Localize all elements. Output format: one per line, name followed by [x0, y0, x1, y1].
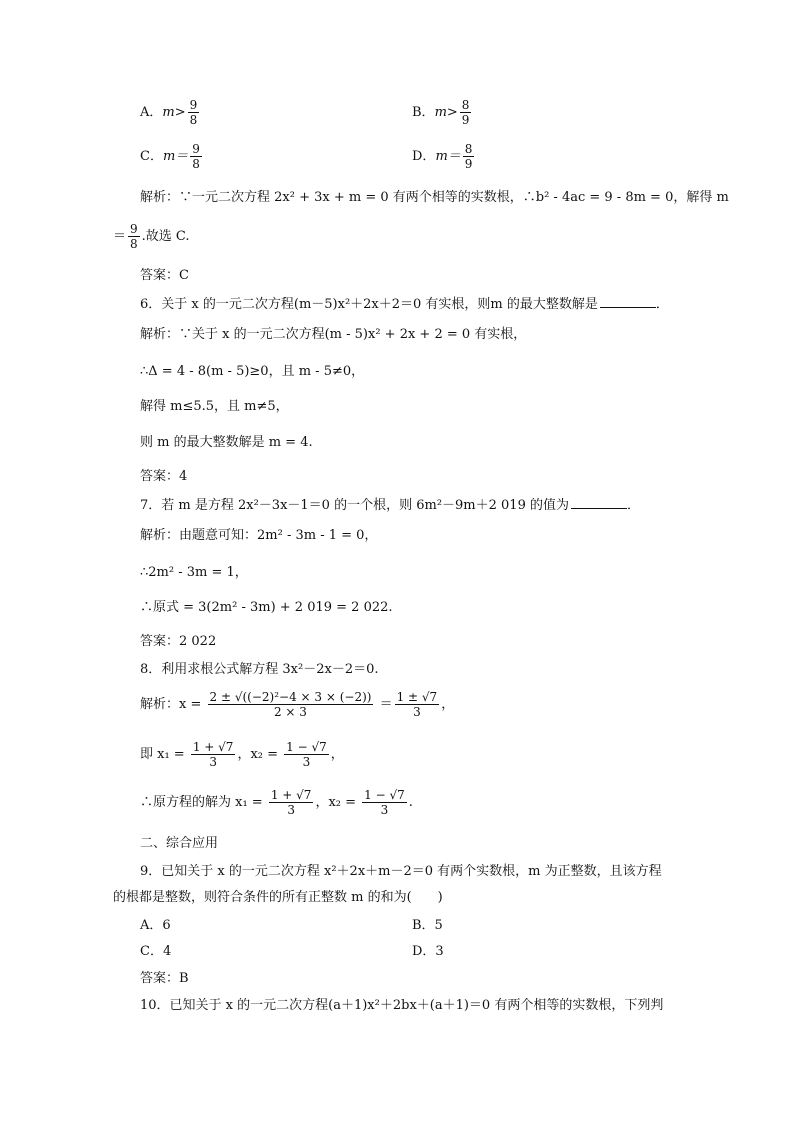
q9-option-d: D．3 [412, 944, 444, 959]
q10-question: 10．已知关于 x 的一元二次方程(a＋1)x²＋2bx＋(a＋1)＝0 有两个相等的实数根，下列判 [140, 998, 664, 1013]
q6-analysis-3: 解得 m≤5.5，且 m≠5， [140, 399, 289, 414]
fraction: $\frac{1 \pm √7}{3}$ [396, 690, 438, 719]
q8-question: 8．利用求根公式解方程 3x²－2x－2＝0. [140, 662, 379, 677]
q5-analysis: 解析：∵一元二次方程 2x² + 3x + m = 0 有两个相等的实数根，∴b² - 4ac = 9 - 8m = 0，解得 m [140, 190, 729, 205]
q6-question: 6．关于 x 的一元二次方程(m－5)x²＋2x＋2＝0 有实根，则m 的最大整数解是 ． [140, 297, 669, 312]
q5-option-d: D．m＝ $\frac{8}{9}$ [412, 142, 473, 171]
q9-option-b: B．5 [412, 918, 443, 933]
section-heading: 二、综合应用 [140, 836, 219, 851]
fraction: $\frac{1 + √7}{3}$ [192, 740, 234, 769]
fraction: $\frac{1 - √7}{3}$ [286, 740, 327, 769]
q6-analysis-1: 解析：∵关于 x 的一元二次方程(m - 5)x² + 2x + 2 = 0 有实根， [140, 327, 527, 342]
q7-analysis-1: 解析：由题意可知：2m² - 3m - 1 = 0， [140, 528, 378, 543]
q6-analysis-4: 则 m 的最大整数解是 m = 4. [140, 435, 313, 450]
q5-option-c: C．m＝ $\frac{9}{8}$ [140, 142, 200, 171]
q9-option-c: C．4 [140, 944, 172, 959]
q7-question: 7．若 m 是方程 2x²－3x－1＝0 的一个根，则 6m²－9m＋2 019 的值为 ． [140, 498, 640, 513]
answer-blank [600, 307, 656, 308]
q5-analysis-cont: ＝ $\frac{9}{8}$ .故选 C. [113, 222, 190, 251]
q8-analysis-3: ∴原方程的解为 x₁ = $\frac{1 + √7}{3}$ ，x₂ = $\frac{1 - √7}{3}$ . [140, 788, 413, 817]
fraction: $\frac{1 + √7}{3}$ [270, 788, 312, 817]
fraction: $\frac{\text{2 ± √((−2)²−4 × 3 × (−2))}}{2 \times 3}$ [209, 690, 372, 719]
fraction: $\frac{8}{9}$ [461, 98, 470, 127]
q9-answer: 答案：B [140, 971, 189, 986]
fraction: $\frac{1 - √7}{3}$ [364, 788, 405, 817]
q9-question-1: 9．已知关于 x 的一元二次方程 x²＋2x＋m－2＝0 有两个实数根，m 为正整数，且该方程 [140, 864, 662, 879]
q5-option-a: A．m> $\frac{9}{8}$ [140, 98, 198, 127]
q7-analysis-2: ∴2m² - 3m = 1， [140, 565, 248, 580]
q8-analysis-2: 即 x₁ = $\frac{1 + √7}{3}$ ，x₂ = $\frac{1 - √7}{3}$ ， [140, 740, 344, 769]
q6-analysis-2: ∴Δ = 4 - 8(m - 5)≥0，且 m - 5≠0， [140, 364, 365, 379]
answer-blank [571, 508, 627, 509]
q7-answer: 答案：2 022 [140, 634, 217, 649]
q9-question-2: 的根都是整数，则符合条件的所有正整数 m 的和为( ) [113, 890, 443, 905]
q5-answer: 答案：C [140, 268, 189, 283]
q6-answer: 答案：4 [140, 469, 188, 484]
fraction: $\frac{8}{9}$ [464, 142, 473, 171]
q7-analysis-3: ∴原式 = 3(2m² - 3m) + 2 019 = 2 022. [140, 600, 393, 615]
q9-option-a: A．6 [140, 918, 171, 933]
q8-analysis-1: 解析：x = $\frac{\text{2 ± √((−2)²−4 × 3 × (−2))}}{2 \times 3}$ ＝ $\frac{1 \pm √7}{3}$ ， [140, 690, 455, 719]
q5-option-b: B．m> $\frac{8}{9}$ [412, 98, 470, 127]
fraction: $\frac{9}{8}$ [189, 98, 198, 127]
fraction: $\frac{9}{8}$ [192, 142, 200, 171]
fraction: $\frac{9}{8}$ [130, 222, 138, 251]
